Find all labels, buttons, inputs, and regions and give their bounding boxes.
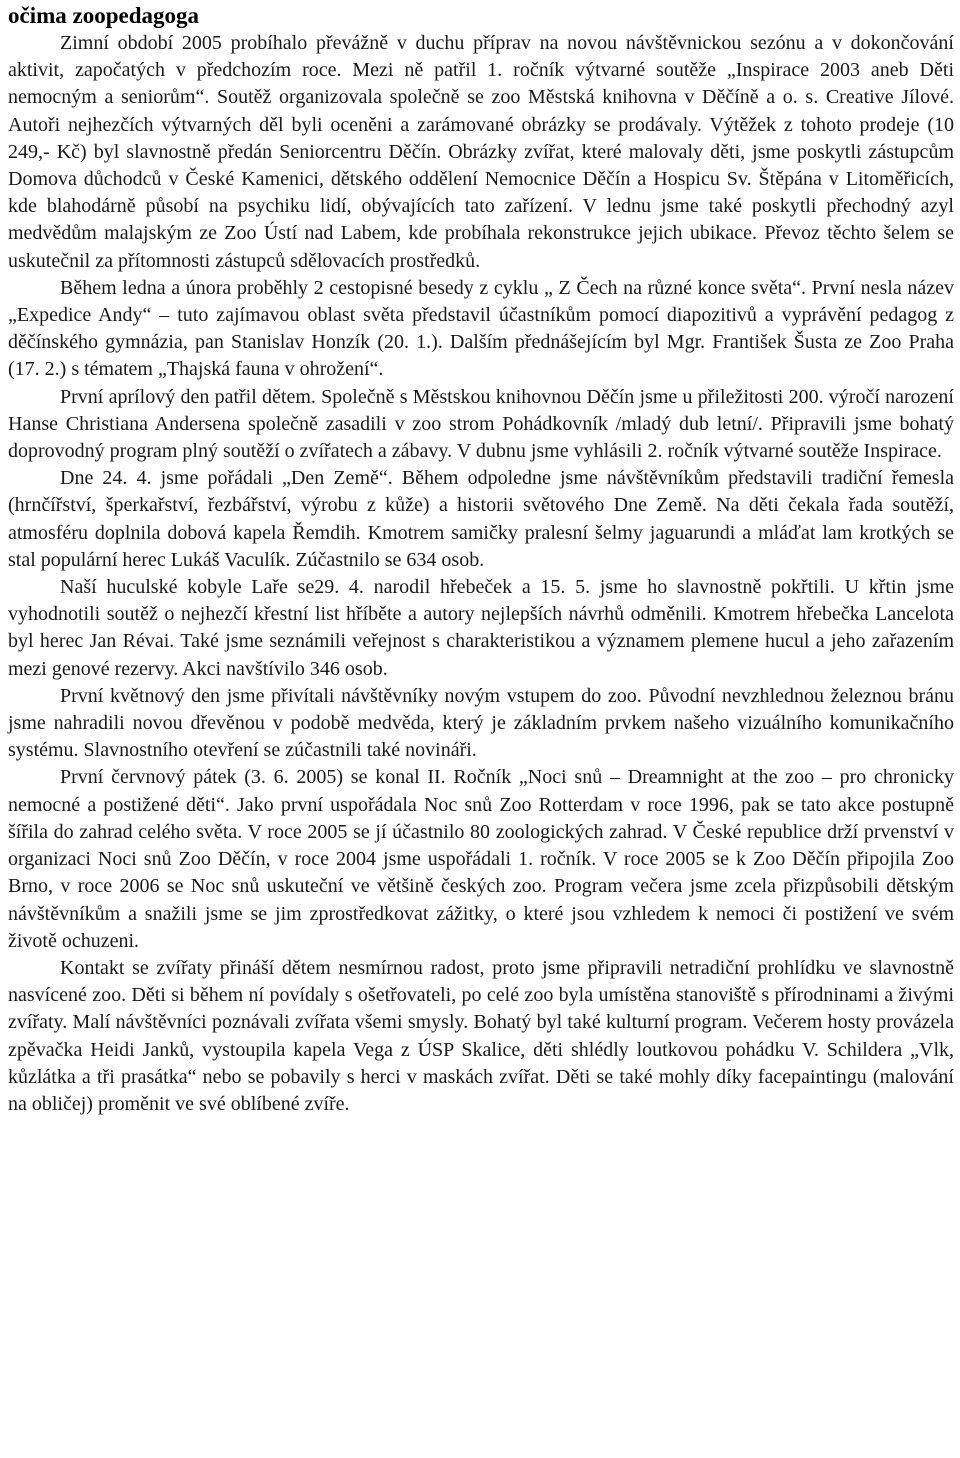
paragraph-april-day: První aprílový den patřil dětem. Společně s Městskou knihovnou Děčín jsme u přiležitosti 200. výročí narození Hanse Christiana Andersena společně zasadili v zoo strom Pohádkovník /mladý dub letní/. Připravili jsme bohatý doprovodný program plný soutěží o zvířatech a zábavy. V dubnu jsme vyhlásili 2. ročník výtvarné soutěže Inspirace. [8,385,954,463]
document-page [8,0,954,1118]
paragraph-travel-talks: Během ledna a února proběhly 2 cestopisné besedy z cyklu „ Z Čech na různé konce světa“. První nesla název „Expedice Andy“ – tuto zajímavou oblast světa představil účastníkům pomocí diapozitivů a vyprávění pedagog z děčínského gymnázia, pan Stanislav Honzík (20. 1.). Dalším přednášejícím byl Mgr. František Šusta ze Zoo Praha (17. 2.) s tématem „Thajská fauna v ohrožení“. [8,276,954,381]
paragraph-earth-day: Dne 24. 4. jsme pořádali „Den Země“. Během odpoledne jsme návštěvníkům představili tradiční řemesla (hrnčířství, šperkařství, řezbářství, výrobu z kůže) a historii světového Dne Země. Na děti čekala řada soutěží, atmosféru doplnila dobová kapela Řemdih. Kmotrem samičky pralesní šelmy jaguarundi a mláďat lam krotkých se stal populární herec Lukáš Vaculík. Zúčastnilo se 634 osob. [8,467,954,571]
paragraph-dreamnight: První červnový pátek (3. 6. 2005) se konal II. Ročník „Noci snů – Dreamnight at the zoo – pro chronicky nemocné a postižené děti“. Jako první uspořádala Noc snů Zoo Rotterdam v roce 1996, pak se tato akce postupně šířila do zahrad celého světa. V roce 2005 se jí účastnilo 80 zoologických zahrad. V České republice drží prvenství v organizaci Noci snů Zoo Děčín, v roce 2004 jsme uspořádali 1. ročník. V roce 2005 se k Zoo Děčín připojila Zoo Brno, v roce 2006 se Noc snů uskuteční ve většině českých zoo. Program večera jsme zcela přizpůsobili dětským návštěvníkům a snažili jsme se jim zprostředkovat zážitky, o které jsou vzhledem k nemoci či postižení ve svém životě ochuzeni. [8,766,954,952]
paragraph-new-entrance: První květnový den jsme přivítali návštěvníky novým vstupem do zoo. Původní nevzhlednou železnou bránu jsme nahradili novou dřevěnou v podobě medvěda, který je základním prvkem našeho vizuálního komunikačního systému. Slavnostního otevření se zúčastnili také novináři. [8,684,954,762]
paragraph-winter-activities: Zimní období 2005 probíhalo převážně v duchu příprav na novou návštěvnickou sezónu a v dokončování aktivit, započatých v předchozím roce. Mezi ně patřil 1. ročník výtvarné soutěže „Inspirace 2003 aneb Děti nemocným a seniorům“. Soutěž organizovala společně se zoo Městská knihovna v Děčíně a o. s. Creative Jílové. Autoři nejhezčích výtvarných děl byli oceněni a zarámované obrázky se prodávaly. Výtěžek z tohoto prodeje (10 249,- Kč) byl slavnostně předán Seniorcentru Děčín. Obrázky zvířat, které malovaly děti, jsme poskytli zástupcům Domova důchodců v České Kamenici, dětského oddělení Nemocnice Děčín a Hospicu Sv. Štěpána v Litoměřicích, kde blahodárně působí na psychiku lidí, obývajících tato zařízení. V lednu jsme také poskytli přechodný azyl medvědům malajským ze Zoo Ústí nad Labem, kde probíhala rekonstrukce jejich ubikace. Převoz těchto šelem se uskutečnil za přítomnosti zástupců sdělovacích prostředků. [8,32,954,272]
paragraph-hucul-foal: Naší huculské kobyle Laře se29. 4. narodil hřebeček a 15. 5. jsme ho slavnostně pokřtili. U křtin jsme vyhodnotili soutěž o nejhezčí křestní list hříběte a autory nejlepších návrhů odměnili. Kmotrem hřebečka Lancelota byl herec Jan Révai. Také jsme seznámili veřejnost s charakteristikou a významem plemene hucul a jeho zařazením mezi genové rezervy. Akci navštívilo 346 osob. [8,576,954,680]
paragraph-dreamnight-program: Kontakt se zvířaty přináší dětem nesmírnou radost, proto jsme připravili netradiční prohlídku ve slavnostně nasvícené zoo. Děti si během ní povídaly s ošetřovateli, po celé zoo byla umístěna stanoviště s přírodninami a živými zvířaty. Malí návštěvníci poznávali zvířata všemi smysly. Bohatý byl také kulturní program. Večerem hosty provázela zpěvačka Heidi Janků, vystoupila kapela Vega z ÚSP Skalice, děti shlédly loutkovou pohádku V. Schildera „Vlk, kůzlátka a tři prasátka“ nebo se pobavily s herci v maskách zvířat. Děti se také mohly díky facepaintingu (malování na obličej) proměnit ve své oblíbené zvíře. [8,956,954,1115]
section-heading: očima zoopedagoga [8,3,200,28]
